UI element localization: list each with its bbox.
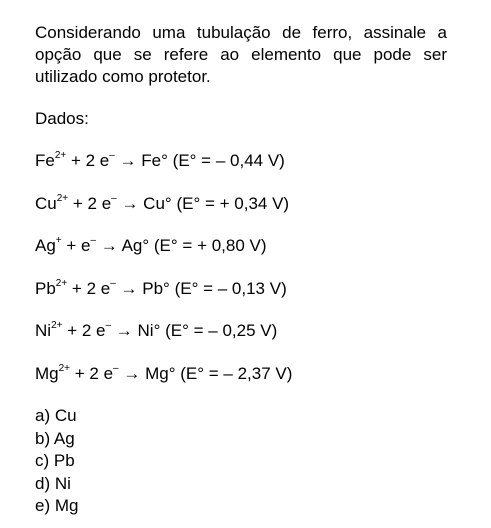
option-a[interactable]: a) Cu bbox=[35, 406, 77, 425]
equation-mg: $Mg^{2+} + 2$ e– → Mg° (E° = – 2,37 V) bbox=[35, 363, 293, 383]
option-b[interactable]: b) Ag bbox=[35, 428, 75, 448]
equation-ni: $Ni^{2+} + 2$ e– → Ni° (E° = – 0,25 V) bbox=[35, 320, 278, 340]
option-c[interactable]: c) Pb bbox=[35, 451, 75, 470]
question-text: Considerando uma tubulação de ferro, assinale a opção que se refere ao elemento que pode ser utilizado como protetor. bbox=[35, 23, 447, 86]
equation-ag: Ag+ + e– → Ag° (E° = + 0,80 V) bbox=[35, 235, 267, 255]
equation-pb: $Pb^{2+} + 2$ e– → Pb° (E° = – 0,13 V) bbox=[35, 278, 287, 298]
answer-options bbox=[35, 405, 78, 518]
data-label: Dados: bbox=[35, 109, 89, 128]
equation-fe: $Fe^{2+} + 2$ e– → Fe° (E° = – 0,44 V) bbox=[35, 150, 285, 170]
equation-cu: $Cu^{2+} + 2$ e– → Cu° (E° = + 0,34 V) bbox=[35, 193, 290, 213]
option-e[interactable]: e) Mg bbox=[35, 496, 79, 515]
option-d[interactable]: d) Ni bbox=[35, 473, 71, 493]
